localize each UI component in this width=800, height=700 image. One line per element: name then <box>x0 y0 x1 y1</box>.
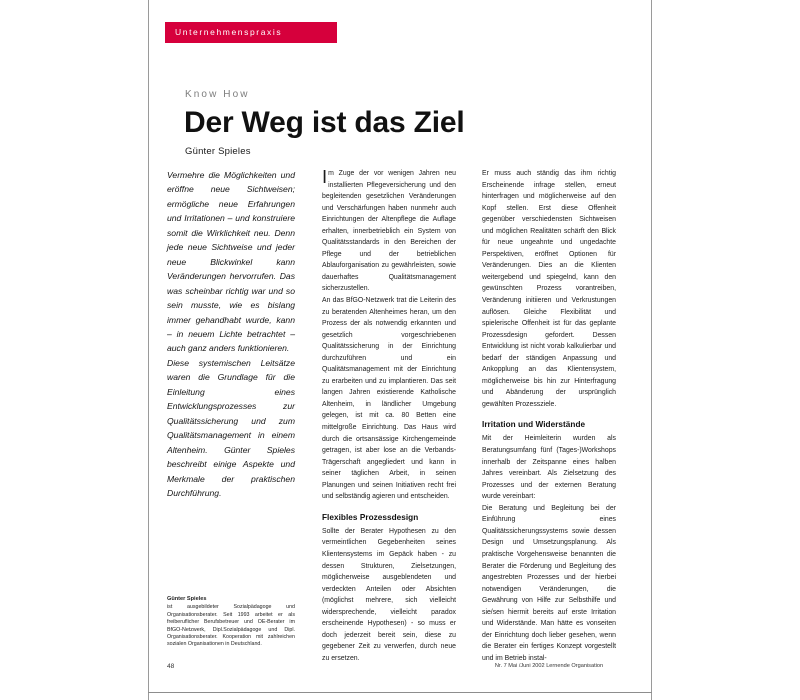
subhead-irritation-und-widerstaende: Irritation und Widerstände <box>482 420 586 430</box>
page-number: 48 <box>167 663 175 670</box>
body-paragraph-1 <box>322 168 456 295</box>
lead-paragraph-2: Diese systemischen Leitsätze waren die Grundlage für die Einleitung eines Entwicklungsprozesses zur Qualitätssicherung und zum Qualitätsmanagement in einem Altenheim. Günter Spieles beschreibt einige Aspekte und Merkmale der praktischen Durchführung. <box>167 357 295 498</box>
section-banner-label: Unternehmenspraxis <box>175 27 283 37</box>
body-paragraph-3: Sollte der Berater Hypothesen zu den vermeintlichen Gegebenheiten seines Klientensystems im Gepäck haben - zu dessen Strukturen, Zielsetzungen, möglicherweise ausgeblendeten und verdeckten Anteilen oder Absichten (möglichst mehrere, sich vielleicht widersprechende, vielleicht paradox erscheinende Hypothesen) - so muss er doch jederzeit bereit sein, diese zu gegebener Zeit zu verwerfen, durch neue zu ersetzen. <box>322 527 456 662</box>
body-paragraph-2: An das BfGO-Netzwerk trat die Leiterin des zu beratenden Altenheimes heran, um den Prozess der als notwendig erkannten und gesetzlich vorgeschriebenen Qualitätssicherung in der Einrichtung durchzuführen und ein Qualitätsmanagement mit der Einrichtung zu erarbeiten und zu implantieren. Das seit langen Jahren existierende Katholische Altenheim, in ländlicher Umgebung gelegen, ist mit ca. 80 Betten eine mittelgroße Einrichtung. Das Haus wird durch die ortsansässige Kirchengemeinde getragen, ist aber lose an die Verbands-Trägerschaft angegliedert und kann in seiner täglichen Arbeit, in seinen Planungen und seinen Initiativen recht frei und selbständig agieren und entscheiden. <box>322 297 456 501</box>
section-banner <box>165 22 337 43</box>
lead-column <box>167 168 295 500</box>
body-column-3 <box>482 168 616 664</box>
body-paragraph-1-text: m Zuge der vor wenigen Jahren neu installierten Pflegeversicherung und den begleitenden gesetzlichen Veränderungen und Verschärfungen haben nunmehr auch Einrichtungen der Altenpflege die Auflage erhalten, innerbetrieblich ein System von Qualitätsstandards in den Bereichen der Pflege und der betrieblichen Ablauforganisation zu gewährleisten, sowie dauerhaftes Qualitätsmanagement sicherzustellen. <box>322 170 456 293</box>
author-bio <box>167 596 295 649</box>
drop-cap: I <box>322 166 328 187</box>
author-bio-text: ist ausgebildeter Sozialpädagoge und Organisationsberater. Seit 1993 arbeitet er als freiberuflicher Berufsbetreuer und OE-Berater im BfGO-Netzwerk, Dipl.Sozialpädagoge und Dipl. Organisationsberater. Kooperation mit zahlreichen sozialen Organisationen in Deutschland. <box>167 604 295 648</box>
page-bottom-rule <box>148 692 652 693</box>
subhead-flexibles-prozessdesign: Flexibles Prozessdesign <box>322 512 419 522</box>
body-paragraph-4: Er muss auch ständig das ihm richtig Erscheinende infrage stellen, erneut hinterfragen und möglicherweise auf den Kopf stellen. Erst diese Offenheit gegenüber verschiedensten Sichtweisen und möglichen Realitäten schärft den Blick für neue ungeahnte und ungedachte Perspektiven, eröffnet Optionen für Veränderungen. Dies an die Klienten weitergebend und spiegelnd, kann den gewünschten Prozess vorantreiben, Veränderung initiieren und Verkrustungen auflösen. Gleiche Flexibilität und spielerische Offenheit ist für das geplante Prozessdesign gefordert. Dessen Entwicklung ist nicht vorab kalkulierbar und bedarf der ständigen Anpassung und Ankopplung an das Klientensystem, möglicherweise bis hin zur Hinterfragung und Abänderung der ursprünglich gewählten Prozessziele. <box>482 170 616 408</box>
article-headline: Der Weg ist das Ziel <box>184 106 465 139</box>
body-paragraph-6: Die Beratung und Begleitung bei der Einführung eines Qualitätssicherungssystems sowie dessen Design und Umsetzungsplanung. Als praktische Vorgehensweise benannten die Berater die Förderung und Begleitung des angestrebten Prozesses und der hierbei notwendigen Veränderungen, die Gewährung von Hilfe zur Selbsthilfe und sie/sen hiermit bereits auf erste Irritation und Widerstände. Man hätte es vonseiten der Einrichtung doch lieber gesehen, wenn die Berater ein fertiges Konzept vorgestellt und im Betrieb instal- <box>482 504 616 662</box>
body-column-2 <box>322 168 456 664</box>
footer-issue-line: Nr. 7 Mai /Juni 2002 Lernende Organisation <box>494 663 604 669</box>
article-kicker: Know How <box>185 89 250 100</box>
author-bio-name: Günter Spieles <box>167 596 207 602</box>
body-paragraph-5: Mit der Heimleiterin wurden als Beratungsumfang fünf (Tages-)Workshops innerhalb der Zeitspanne eines halben Jahres vereinbart. Als Zielsetzung des Prozesses und der externen Beratung wurde vereinbart: <box>482 435 616 501</box>
article-byline: Günter Spieles <box>185 146 251 157</box>
lead-paragraph-1: Vermehre die Möglichkeiten und eröffne neue Sichtweisen; ermögliche neue Erfahrungen und Irritationen – und konstruiere somit die Wirklichkeit neu. Denn jede neue Sichtweise und jeder neue Blickwinkel kann Veränderungen hervorrufen. Das was scheinbar richtig war und so sein musste, wie es bislang immer gehandhabt wurde, kann – in neuem Lichte betrachtet – auch ganz anders funktionieren. <box>167 170 295 354</box>
